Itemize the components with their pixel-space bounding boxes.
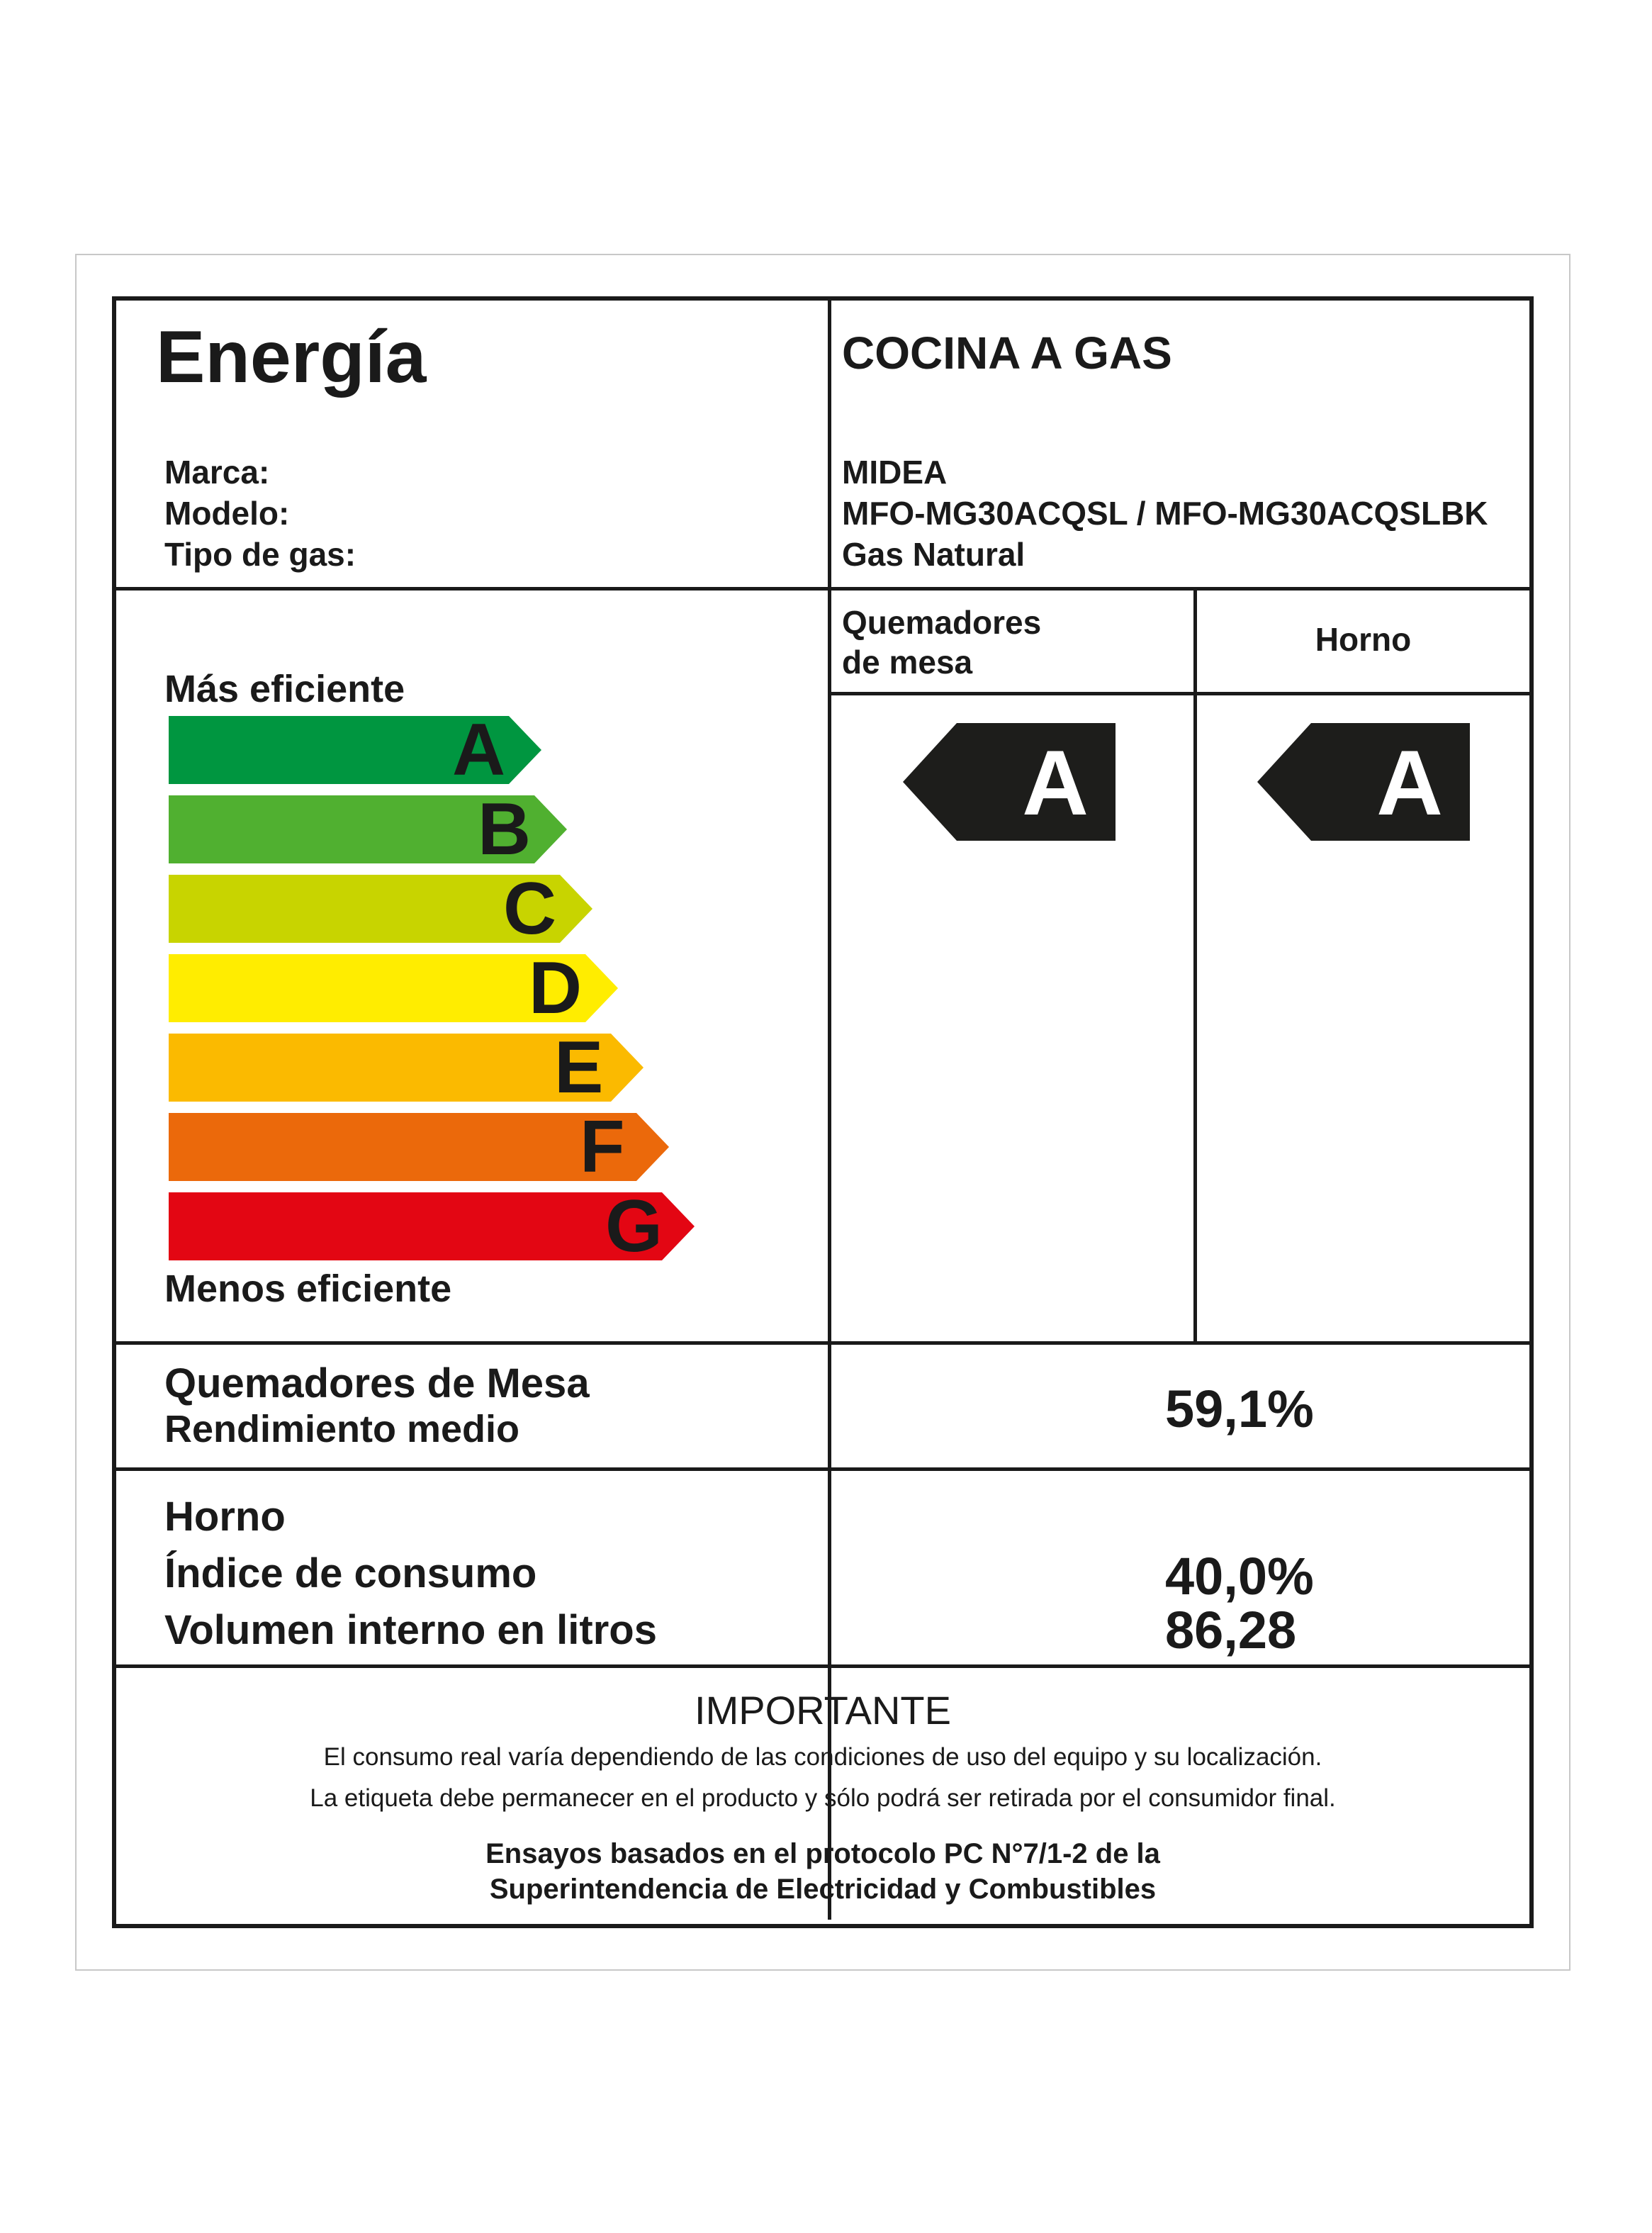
efficiency-bar-a xyxy=(169,709,541,791)
gas-value: Gas Natural xyxy=(842,536,1026,573)
burners-section-subtitle: Rendimiento medio xyxy=(164,1408,520,1450)
efficiency-bar-letter: F xyxy=(580,1106,625,1188)
energy-label xyxy=(112,296,1534,1928)
divider-burners xyxy=(116,1467,1529,1471)
appliance-type: COCINA A GAS xyxy=(842,328,1172,379)
efficiency-bar-c xyxy=(169,868,592,950)
efficiency-bar-letter: B xyxy=(478,788,532,871)
divider-rating-header xyxy=(828,692,1529,695)
oven-class-letter: A xyxy=(1376,731,1443,834)
efficiency-bar-letter: A xyxy=(452,709,506,791)
divider-oven xyxy=(116,1664,1529,1668)
main-divider xyxy=(828,301,831,1920)
efficiency-bar-d xyxy=(169,947,618,1029)
efficiency-bar-letter: C xyxy=(503,868,557,950)
oven-rating-header: Horno xyxy=(1315,621,1412,658)
scale-bottom-label: Menos eficiente xyxy=(164,1267,452,1310)
footer-line-1: El consumo real varía dependiendo de las condiciones de uso del equipo y su localización. xyxy=(323,1743,1322,1771)
efficiency-bar-e xyxy=(169,1026,644,1109)
efficiency-bar-letter: E xyxy=(554,1026,604,1109)
oven-consumption-label: Índice de consumo xyxy=(164,1550,537,1596)
energy-title: Energía xyxy=(156,316,427,398)
oven-section-title: Horno xyxy=(164,1494,286,1540)
important-heading: IMPORTANTE xyxy=(695,1688,951,1733)
divider-rating-columns xyxy=(1193,587,1197,1341)
burners-rating-header xyxy=(842,603,1083,682)
brand-label: Marca: xyxy=(164,454,270,491)
oven-volume-value: 86,28 xyxy=(1165,1601,1297,1660)
protocol-line-2: Superintendencia de Electricidad y Combustibles xyxy=(489,1874,1157,1905)
divider-scale xyxy=(116,1341,1529,1345)
efficiency-bar-letter: D xyxy=(529,947,583,1029)
model-label: Modelo: xyxy=(164,495,290,532)
footer-line-2: La etiqueta debe permanecer en el producto y sólo podrá ser retirada por el consumidor final. xyxy=(310,1784,1336,1812)
scale-top-label: Más eficiente xyxy=(164,668,405,710)
oven-consumption-value: 40,0% xyxy=(1165,1547,1314,1606)
model-value: MFO-MG30ACQSL / MFO-MG30ACQSLBK xyxy=(842,495,1488,532)
protocol-line-1: Ensayos basados en el protocolo PC N°7/1-2 de la xyxy=(485,1838,1160,1869)
efficiency-bar-letter: G xyxy=(605,1185,663,1267)
burners-rating-header-text: Quemadores de mesa xyxy=(842,604,1042,681)
brand-value: MIDEA xyxy=(842,454,948,491)
efficiency-bar-b xyxy=(169,788,567,871)
oven-class-badge xyxy=(1257,723,1470,844)
burners-efficiency-value: 59,1% xyxy=(1165,1379,1314,1438)
oven-volume-label: Volumen interno en litros xyxy=(164,1607,657,1653)
gas-label: Tipo de gas: xyxy=(164,536,356,573)
burners-section-title: Quemadores de Mesa xyxy=(164,1360,590,1406)
efficiency-bar-f xyxy=(169,1106,669,1188)
burners-class-letter: A xyxy=(1022,731,1089,834)
burners-class-badge xyxy=(903,723,1116,844)
divider-header xyxy=(116,587,1529,591)
efficiency-bar-g xyxy=(169,1185,695,1267)
